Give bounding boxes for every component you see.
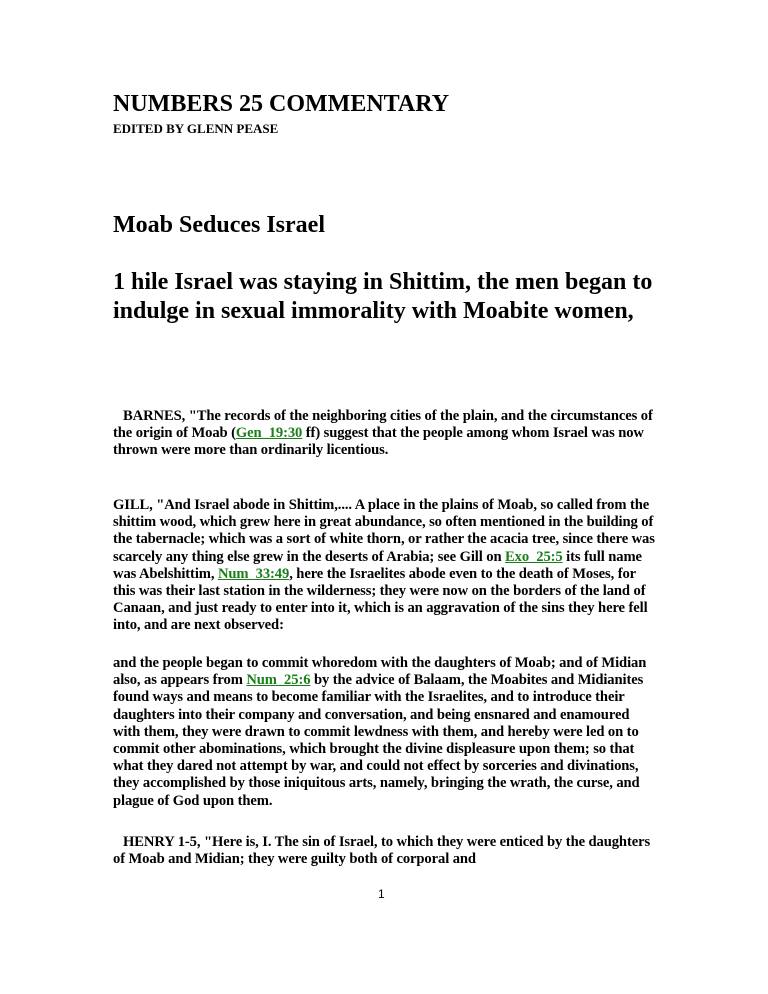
- barnes-text-2: ff) suggest that the people among whom Israel was now thrown were more than ordinarily licentious.: [113, 425, 644, 459]
- gill2-text-1: and the people began to commit whoredom with the daughters of Moab; and of Midian also, as appears from: [113, 655, 647, 689]
- gill1-text-2: its full name was Abelshittim,: [113, 548, 642, 582]
- gill1-text-1: GILL, "And Israel abode in Shittim,.... A place in the plains of Moab, so called from the shittim wood, which grew here in great abundance, so often mentioned in the building of the tabernacle; which was a sort of white thorn, or rather the acacia tree, since there was scarcely any thing else grew in the deserts of Arabia; see Gill on: [113, 497, 655, 565]
- scripture-link-gen-19-30[interactable]: Gen_19:30: [235, 425, 303, 442]
- gill1-text-3: , here the Israelites abode even to the death of Moses, for this was their last station in the wilderness; they were now on the borders of the land of Canaan, and just ready to enter into it, which is an aggravation of the sins they here fell into, and are next observed:: [113, 565, 648, 634]
- verse-text: 1 hile Israel was staying in Shittim, the men began to indulge in sexual immorality with Moabite women,: [113, 269, 653, 324]
- commentary-barnes: [113, 408, 658, 460]
- commentary-gill-2: [113, 655, 658, 810]
- commentary-henry: [113, 834, 658, 868]
- gill2-text-2: by the advice of Balaam, the Moabites and Midianites found ways and means to become familiar with the Israelites, and to introduce their daughters into their company and conversation, and being ensnared and enamoured with them, they were drawn to commit lewdness with them, and hereby were led on to commit other abominations, which brought the divine displeasure upon them; so that what they dared not attempt by war, and could not effect by sorceries and divinations, they accomplished by those iniquitous arts, namely, bringing the wrath, the curse, and plague of God upon them.: [113, 672, 644, 809]
- scripture-link-exo-25-5[interactable]: Exo_25:5: [505, 548, 563, 565]
- document-editor: EDITED BY GLENN PEASE: [113, 121, 279, 136]
- scripture-link-num-25-6[interactable]: Num_25:6: [246, 672, 311, 689]
- scripture-link-num-33-49[interactable]: Num_33:49: [217, 565, 290, 582]
- barnes-text-1: BARNES, "The records of the neighboring cities of the plain, and the circumstances of the origin of Moab (: [113, 408, 653, 442]
- page-number: 1: [378, 887, 385, 901]
- henry-text: HENRY 1-5, "Here is, I. The sin of Israel, to which they were enticed by the daughters of Moab and Midian; they were guilty both of corporal and: [113, 834, 651, 868]
- commentary-gill-1: [113, 497, 658, 635]
- document-title: NUMBERS 25 COMMENTARY: [113, 91, 450, 117]
- section-heading: Moab Seduces Israel: [113, 212, 325, 238]
